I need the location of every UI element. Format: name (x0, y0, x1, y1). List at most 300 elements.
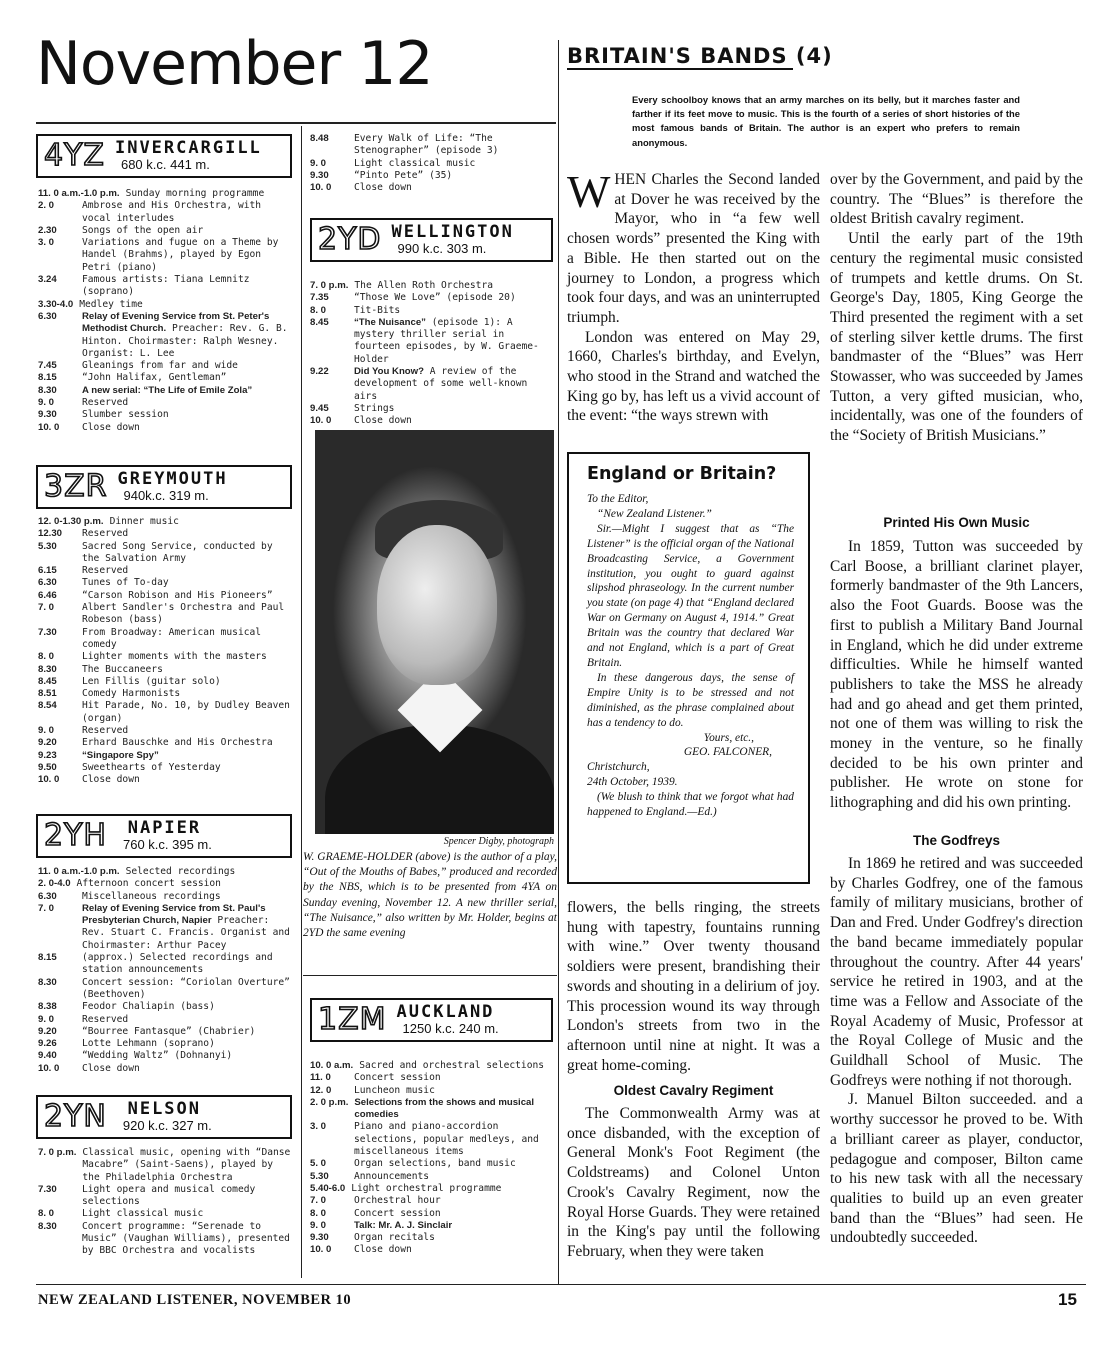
programme-time: 10. 0 (310, 1244, 332, 1256)
programme-title: Organ recitals (354, 1232, 435, 1244)
programme-title: Ambrose and His Orchestra, with vocal interludes (82, 200, 262, 224)
programme-time: 7.30 (38, 626, 57, 638)
programme-item (38, 1221, 294, 1258)
programme-title: Reserved (82, 565, 129, 577)
article-subhead: The Godfreys (912, 833, 1001, 848)
programme-description (82, 952, 294, 977)
letter-addressee: “New Zealand Listener.” (597, 507, 712, 520)
programme-title: Slumber session (82, 409, 169, 421)
programme-description (82, 385, 294, 397)
programme-title: Concert session (354, 1072, 441, 1084)
programme-title: Lighter moments with the masters (82, 651, 267, 663)
programme-time: 8.45 (310, 316, 329, 328)
station-box-auckland (310, 998, 553, 1042)
article-intro: Every schoolboy knows that an army marches on its belly, but it marches faster and farther if its feet move to music. This is the fourth of a series of short histories of the most famous bands of Britain. The author is an expert who prefers to remain anonymous. (632, 94, 1020, 148)
programme-item (38, 1063, 294, 1075)
programme-description (82, 602, 294, 627)
article-column-2-end (830, 854, 1083, 1248)
paragraph: The Commonwealth Army was at once disbanded, with the exception of General Monk's Foot Regiment (the Coldstreams) and Colonel Unton Crook's Cavalry Regiment, now the Royal Horse Guards. They were retained in the King's pay until the following February, when they were taken (567, 1105, 820, 1260)
programme-time: 8.45 (38, 675, 57, 687)
programme-description (82, 688, 294, 700)
programme-time: 8. 0 (38, 1208, 55, 1220)
programme-description (354, 158, 556, 170)
programme-time: 8.15 (38, 372, 57, 384)
page-title: November 12 (36, 29, 433, 99)
programme-item (310, 403, 556, 415)
programme-title: Comedy Harmonists (82, 688, 181, 700)
programme-item (38, 1001, 294, 1013)
programme-description (82, 750, 294, 762)
programme-title: Piano and piano-accordion selections, popular medleys, and miscellaneous items (354, 1121, 539, 1158)
programme-title: Selections from the shows and musical comedies (354, 1096, 535, 1121)
programme-item (38, 627, 294, 652)
programme-item (38, 774, 294, 786)
programme-time: 9.45 (310, 402, 329, 414)
programme-time: 8.30 (38, 384, 57, 396)
programme-time: 7. 0 (38, 902, 55, 914)
programme-description (79, 299, 294, 311)
programme-title: Announcements (354, 1170, 430, 1182)
programme-description (354, 133, 556, 158)
article-column-1-bottom (567, 898, 820, 1075)
programme-description (82, 1038, 294, 1050)
programme-item (38, 188, 294, 200)
programme-item (38, 737, 294, 749)
programme-description (82, 397, 294, 409)
programme-item (310, 1060, 556, 1072)
programme-description (82, 372, 294, 384)
programme-description (82, 565, 294, 577)
programme-list-napier (38, 866, 294, 1075)
programme-title: Every Walk of Life: “The Stenographer” (episode 3) (354, 133, 499, 157)
programme-time: 7.30 (38, 1183, 57, 1195)
programme-item (38, 1208, 294, 1220)
station-city: WELLINGTON (391, 222, 514, 243)
programme-description (354, 317, 556, 366)
programme-title: Close down (354, 182, 412, 194)
programme-description (82, 541, 294, 566)
programme-description (82, 903, 294, 952)
programme-description (82, 311, 294, 360)
programme-item (310, 305, 556, 317)
programme-description (82, 651, 294, 663)
programme-title: Erhard Bauschke and His Orchestra (82, 737, 273, 749)
programme-item (38, 762, 294, 774)
programme-title: Did You Know? (354, 366, 424, 378)
programme-time: 9. 0 (310, 1219, 327, 1231)
programme-time: 10. 0 (310, 182, 332, 194)
programme-description (82, 225, 294, 237)
letter-date: 24th October, 1939. (587, 776, 678, 789)
station-box-greymouth (36, 465, 292, 509)
station-frequency: 760 k.c. 395 m. (122, 837, 212, 853)
programme-title: Light classical music (354, 157, 476, 169)
programme-title: The Allen Roth Orchestra (354, 280, 494, 291)
programme-description (354, 182, 556, 194)
portrait-photo (315, 430, 554, 834)
programme-title: “Those We Love” (episode 20) (354, 292, 516, 304)
programme-time: 12. 0-1.30 p.m. (38, 516, 104, 527)
programme-time: 9.26 (38, 1038, 57, 1050)
programme-title: Reserved (82, 528, 129, 540)
programme-title: Songs of the open air (82, 224, 204, 236)
programme-list-greymouth (38, 516, 294, 787)
page-number: 15 (1058, 1290, 1077, 1309)
programme-description (82, 1208, 294, 1220)
programme-description (82, 237, 294, 274)
programme-item (310, 1097, 556, 1122)
programme-title: Reserved (82, 397, 129, 409)
programme-time: 10. 0 (38, 421, 60, 433)
programme-description (354, 403, 556, 415)
programme-time: 11. 0 (310, 1072, 331, 1084)
programme-title: Orchestral hour (354, 1195, 441, 1207)
programme-item (38, 528, 294, 540)
article-column-1-end (567, 1104, 820, 1262)
programme-time: 3. 0 (310, 1121, 327, 1133)
title-rule (36, 122, 556, 124)
paragraph: over by the Government, and paid by the country. The “Blues” is therefore the oldest British cavalry regiment. (830, 171, 1083, 228)
programme-title: Len Fillis (guitar solo) (82, 675, 221, 687)
drop-cap: W (567, 166, 611, 217)
programme-item (38, 372, 294, 384)
programme-title: Classical music, opening with “Danse Macabre” (Saint-Saens), played by the Philadelphia Orchestra (82, 1147, 291, 1183)
programme-title: Selected recordings (125, 866, 236, 877)
programme-time: 3.30-4.0 (38, 298, 74, 310)
programme-time: 11. 0 a.m.-1.0 p.m. (38, 866, 120, 877)
station-frequency: 940k.c. 319 m. (123, 488, 209, 504)
programme-title: “Bourree Fantasque” (Chabrier) (82, 1025, 256, 1037)
programme-title: “Carson Robison and His Pioneers” (82, 589, 273, 601)
programme-description (82, 762, 294, 774)
programme-description (82, 664, 294, 676)
programme-description (82, 1221, 294, 1258)
article-column-1-top (567, 166, 820, 426)
programme-time: 8.48 (310, 133, 329, 144)
programme-time: 9.23 (38, 749, 57, 761)
programme-title: Gleanings from far and wide (82, 360, 238, 372)
programme-time: 2. 0 p.m. (310, 1096, 349, 1108)
programme-item (310, 1072, 556, 1084)
programme-time: 5. 0 (310, 1158, 327, 1170)
programme-time: 8.54 (38, 700, 57, 712)
programme-title: Concert session: “Coriolan Overture” (Beethoven) (82, 976, 290, 1000)
programme-description (354, 1158, 556, 1170)
programme-item (310, 1171, 556, 1183)
letter-signoff: Yours, etc., (703, 731, 754, 744)
programme-description (82, 274, 294, 299)
paragraph: In 1859, Tutton was succeeded by Carl Boose, a brilliant clarinet player, formerly bandmaster of the 9th Lancers, also the Foot Guards. Boose was the first to publish a Military Band Journal in England, which he did under extreme difficulties. While he himself wanted publishers to take the MSS he already had and go ahead and get them printed, not one of them was willing to risk the money in the venture, so he finally decided to be his own printer and publisher. He wrote on stone for lithographing and did his own printing. (830, 538, 1083, 812)
programme-description (359, 1060, 556, 1072)
letter-box (567, 452, 810, 884)
programme-time: 7.45 (38, 360, 57, 372)
programme-item (38, 200, 294, 225)
programme-title: Tunes of To-day (82, 577, 169, 589)
programme-time: 9.30 (310, 1232, 329, 1244)
programme-item (38, 725, 294, 737)
programme-title: Close down (354, 415, 412, 427)
station-frequency: 920 k.c. 327 m. (122, 1118, 212, 1134)
programme-time: 8.51 (38, 688, 57, 700)
programme-time: 8. 0 (310, 1207, 327, 1219)
programme-title: Sweethearts of Yesterday (82, 761, 221, 773)
programme-title: Variations and fugue on a Theme by Handel (Brahms), played by Egon Petri (piano) (82, 237, 279, 273)
programme-item (38, 565, 294, 577)
letter-title: England or Britain? (587, 464, 777, 484)
programme-title: “Singapore Spy” (82, 749, 159, 761)
programme-time: 8.30 (38, 1220, 57, 1232)
programme-item (38, 651, 294, 663)
letter-paragraph: Sir.—Might I suggest that as “The Listener” is the official organ of the National Broadcasting Service, a Government institution, you ought to guard against slipshod phraseology. In the current number you state (on page 4) that “England declared War on Germany on August 4, 1914.” Great Britain was the country that declared War and not England, which is a part of Great Britain. (587, 522, 794, 669)
caption-rule (303, 975, 557, 976)
programme-time: 7. 0 (38, 602, 55, 614)
station-city: AUCKLAND (396, 1002, 495, 1023)
column-divider-left (301, 126, 302, 1278)
programme-item (38, 225, 294, 237)
station-frequency: 990 k.c. 303 m. (397, 241, 487, 257)
programme-description (82, 977, 294, 1002)
programme-title: Close down (82, 1062, 140, 1074)
programme-title: Feodor Chaliapin (bass) (82, 1001, 215, 1013)
programme-title: Concert session (354, 1207, 441, 1219)
programme-item (310, 170, 556, 182)
paragraph: London was entered on May 29, 1660, Charles's birthday, and Evelyn, who stood in the Strand and watched the King go by, has left us a vivid account of the event: “the ways strewn with (567, 328, 820, 425)
station-frequency: 680 k.c. 441 m. (120, 157, 210, 173)
programme-title: Light opera and musical comedy selections (82, 1183, 256, 1208)
programme-item (38, 422, 294, 434)
programme-item (310, 1183, 556, 1195)
station-box-napier (36, 814, 292, 858)
programme-item (38, 750, 294, 762)
programme-title: Light classical music (82, 1208, 204, 1220)
programme-time: 2.30 (38, 224, 57, 236)
programme-description (354, 170, 556, 182)
programme-description (82, 590, 294, 602)
paragraph: Until the early part of the 19th century the regimental music consisted of trumpets and kettle drums. On St. George's Day, 1805, King George the Third presented the regiment with a set of sterling silver kettle drums. The first bandmaster of the “Blues” was Herr Stowasser, who was succeeded by James Tutton, a very gifted musician, who, incidentally, was one of the founders of the “Society of British Musicians.” (830, 230, 1083, 445)
programme-time: 12. 0 (310, 1084, 332, 1096)
programme-item (310, 1208, 556, 1220)
programme-title: Tit-Bits (354, 304, 401, 316)
programme-item (38, 577, 294, 589)
programme-title: Light orchestral programme (351, 1182, 502, 1194)
programme-time: 9.20 (38, 1025, 57, 1037)
station-box-nelson (36, 1095, 292, 1139)
programme-title: Relay of Evening Service from St. Peter's Methodist Church. (82, 310, 270, 335)
programme-description (82, 1014, 294, 1026)
programme-description (354, 1072, 556, 1084)
programme-title: Sunday morning programme (125, 188, 265, 199)
programme-description (354, 415, 556, 427)
programme-item (38, 541, 294, 566)
programme-title: Close down (354, 1244, 412, 1256)
programme-item (310, 280, 556, 292)
programme-item (38, 1026, 294, 1038)
programme-time: 9.22 (310, 366, 329, 378)
programme-time: 9. 0 (38, 1013, 55, 1025)
programme-item (310, 1195, 556, 1207)
programme-title: Sacred and orchestral selections (359, 1060, 545, 1071)
programme-title: “Pinto Pete” (35) (354, 169, 453, 181)
programme-title: Close down (82, 421, 140, 433)
programme-time: 2. 0-4.0 (38, 878, 71, 890)
programme-details: Preacher: Rev. G. B. Hinton. Choirmaster: Ralph Wesney. Organist: L. Lee (82, 323, 288, 359)
programme-title: “Wedding Waltz” (Dohnanyi) (82, 1050, 233, 1062)
programme-time: 8.38 (38, 1001, 57, 1013)
programme-time: 6.30 (38, 890, 57, 902)
programme-time: 9.40 (38, 1050, 57, 1062)
programme-description (82, 1001, 294, 1013)
programme-title: Albert Sandler's Orchestra and Paul Robeson (bass) (82, 602, 285, 626)
programme-description (110, 516, 294, 528)
programme-description (82, 1063, 294, 1075)
programme-item (310, 182, 556, 194)
programme-time: 5.30 (310, 1170, 329, 1182)
programme-item (38, 676, 294, 688)
programme-item (310, 366, 556, 403)
programme-description (354, 1220, 556, 1232)
programme-description (354, 292, 556, 304)
programme-item (38, 866, 294, 878)
programme-item (38, 590, 294, 602)
programme-time: 8.30 (38, 663, 57, 675)
programme-description (354, 1208, 556, 1220)
programme-title: Hit Parade, No. 10, by Dudley Beaven (organ) (82, 700, 290, 724)
programme-item (38, 602, 294, 627)
programme-description (354, 1097, 556, 1122)
programme-time: 12.30 (38, 528, 63, 540)
programme-description (351, 1183, 556, 1195)
programme-list-invercargill (38, 188, 294, 434)
programme-title: “The Nuisance” (354, 316, 426, 328)
programme-time: 10. 0 (38, 774, 60, 786)
programme-description (354, 1085, 556, 1097)
photo-credit: Spencer Digby, photograph (443, 836, 554, 847)
station-call-sign: 3ZR (44, 469, 108, 504)
editor-note: (We blush to think that we forgot what had happened to England.—Ed.) (587, 791, 794, 819)
programme-time: 5.40-6.0 (310, 1182, 346, 1194)
programme-time: 9.30 (38, 409, 57, 421)
programme-time: 9. 0 (38, 725, 55, 737)
programme-item (38, 700, 294, 725)
programme-time: 3.24 (38, 274, 57, 286)
programme-description (354, 1121, 556, 1158)
programme-item (310, 1121, 556, 1158)
paragraph: HEN Charles the Second landed at Dover he was received by the Mayor, who in “a few well chosen words” presented the King with a Bible. He then started out on the journey to London, a progress which took four days, and was an uninterrupted triumph. (567, 171, 820, 326)
programme-title: (approx.) Selected recordings and station announcements (82, 952, 273, 976)
letter-paragraph: In these dangerous days, the sense of Empire Unity is to be stressed and not diminished, as the phrase complained about has a tendency to do. (587, 671, 794, 729)
programme-title: Miscellaneous recordings (82, 890, 221, 902)
programme-time: 7. 0 p.m. (310, 280, 349, 291)
programme-list-wellington (310, 280, 556, 428)
programme-time: 10. 0 (38, 1062, 60, 1074)
programme-description (82, 891, 294, 903)
programme-time: 6.15 (38, 565, 57, 577)
programme-item (38, 1050, 294, 1062)
programme-description (354, 280, 556, 292)
station-city: NAPIER (127, 818, 202, 839)
programme-time: 10. 0 (310, 415, 332, 427)
article-column-2-mid (830, 537, 1083, 813)
programme-item (38, 274, 294, 299)
programme-item (38, 688, 294, 700)
programme-title: Close down (82, 774, 140, 786)
programme-item (310, 1158, 556, 1170)
programme-title: Lotte Lehmann (soprano) (82, 1038, 215, 1050)
paragraph: J. Manuel Bilton succeeded. and a worthy successor he proved to be. With a brilliant career as player, conductor, pedagogue and composer, Bilton came to his new task with all the necessary qualities to build up an even greater band than the “Blues” had seen. He undoubtedly succeeded. (830, 1091, 1083, 1247)
programme-item (38, 360, 294, 372)
programme-item (310, 1232, 556, 1244)
programme-title: Luncheon music (354, 1084, 435, 1096)
programme-description (82, 1147, 294, 1184)
programme-description (77, 878, 294, 890)
programme-time: 8. 0 (38, 651, 55, 663)
programme-title: From Broadway: American musical comedy (82, 626, 262, 650)
station-call-sign: 2YD (318, 222, 382, 257)
programme-description (354, 366, 556, 403)
programme-time: 11. 0 a.m.-1.0 p.m. (38, 188, 120, 199)
programme-item (310, 158, 556, 170)
programme-time: 7. 0 p.m. (38, 1147, 77, 1158)
programme-time: 6.30 (38, 310, 57, 322)
programme-description (82, 528, 294, 540)
programme-item (38, 878, 294, 890)
article-title: BRITAIN'S BANDS (4) (567, 44, 833, 68)
letter-salutation: To the Editor, (587, 493, 649, 505)
programme-description (82, 409, 294, 421)
programme-title: The Buccaneers (82, 663, 163, 675)
programme-time: 9.50 (38, 761, 57, 773)
programme-description (354, 1171, 556, 1183)
programme-title: Sacred Song Service, conducted by the Salvation Army (82, 540, 273, 564)
programme-time: 7. 0 (310, 1195, 327, 1207)
programme-title: Strings (354, 402, 395, 414)
programme-details: Preacher: Rev. Stuart C. Francis. Organist and Choirmaster: Arthur Pacey (82, 915, 290, 951)
programme-description (354, 1244, 556, 1256)
station-city: INVERCARGILL (114, 138, 262, 159)
programme-title: Reserved (82, 1013, 129, 1025)
programme-item (38, 1147, 294, 1184)
programme-time: 6.46 (38, 589, 57, 601)
programme-description (82, 200, 294, 225)
programme-list-continued (310, 133, 556, 194)
programme-item (38, 903, 294, 952)
programme-title: A new serial: “The Life of Emile Zola” (82, 384, 253, 396)
programme-item (38, 299, 294, 311)
programme-time: 6.30 (38, 577, 57, 589)
paragraph: flowers, the bells ringing, the streets hung with tapestry, fountains running with wine.” Over twenty thousand soldiers were present, brandishing their swords and shouting in a delirium of joy. This procession wound its way through London's streets from two in the afternoon until nine at night. It was a great home-coming. (567, 899, 820, 1074)
photo-caption: W. GRAEME-HOLDER (above) is the author of a play, “Out of the Mouths of Babes,” produced and recorded by the NBS, which is to be presented from 4YA on Sunday evening, November 12. A new thriller serial, “The Nuisance,” also written by Mr. Holder, begins at 2YD the same evening (303, 851, 557, 940)
station-city: NELSON (127, 1099, 202, 1120)
station-call-sign: 1ZM (318, 1002, 387, 1037)
programme-time: 2. 0 (38, 200, 55, 212)
programme-title: Afternoon concert session (76, 878, 221, 890)
footer-rule (36, 1284, 1086, 1285)
article-column-2 (830, 170, 1083, 446)
programme-description (126, 188, 294, 200)
programme-item (38, 1014, 294, 1026)
programme-item (38, 311, 294, 360)
programme-item (310, 1220, 556, 1232)
programme-item (310, 133, 556, 158)
programme-item (38, 397, 294, 409)
footer-masthead: NEW ZEALAND LISTENER, NOVEMBER 10 (38, 1292, 352, 1308)
programme-time: 9.20 (38, 737, 57, 749)
programme-item (310, 292, 556, 304)
programme-description (82, 1050, 294, 1062)
programme-description (82, 725, 294, 737)
programme-description (82, 737, 294, 749)
programme-item (38, 891, 294, 903)
